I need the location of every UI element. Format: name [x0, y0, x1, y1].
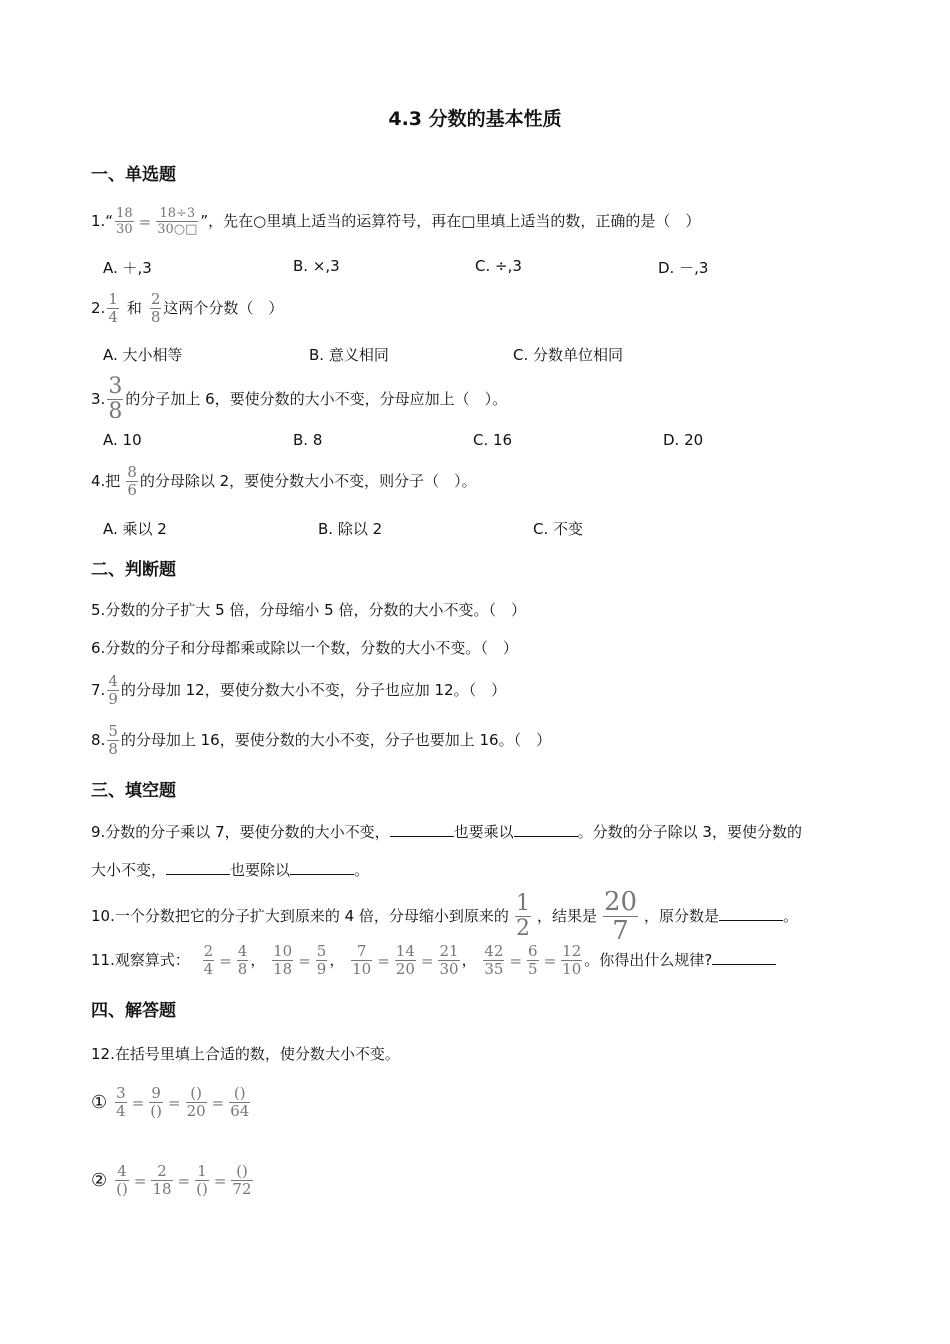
- section-heading-single-choice: 一、单选题: [91, 165, 176, 185]
- question-5: 5.分数的分子扩大 5 倍，分母缩小 5 倍，分数的大小不变。（ ）: [91, 601, 526, 619]
- question-11: [91, 944, 776, 977]
- equals-sign: =: [298, 951, 311, 970]
- equals-sign: =: [543, 951, 557, 970]
- question-7: [91, 674, 506, 707]
- fraction: $\frac{1}{2}$: [515, 891, 530, 941]
- option-b[interactable]: B. 除以 2: [318, 520, 383, 538]
- question-number: 2.: [91, 299, 106, 317]
- question-text: 的分母加 12，要使分数大小不变，分子也应加 12。（ ）: [120, 681, 507, 699]
- question-12: 12.在括号里填上合适的数，使分数大小不变。: [91, 1045, 400, 1063]
- question-number: 7.: [91, 681, 106, 699]
- equals-sign: =: [133, 1171, 147, 1190]
- circled-number: ①: [91, 1091, 108, 1113]
- option-b[interactable]: B. 意义相同: [309, 346, 389, 364]
- question-4: [91, 465, 477, 498]
- question-text: 11.观察算式：: [91, 951, 190, 969]
- fraction-blank[interactable]: $\frac{()}{20}$: [186, 1084, 206, 1120]
- fraction: $\frac{18}{30}$: [116, 206, 133, 237]
- fraction: $\frac{20}{7}$: [603, 887, 638, 946]
- fraction: $\frac{7}{10}$: [352, 942, 372, 978]
- connector-text: 和: [126, 299, 142, 317]
- equals-sign: =: [138, 212, 152, 231]
- fraction: $\frac{2}{8}$: [150, 290, 161, 326]
- option-c[interactable]: C. 分数单位相同: [513, 346, 624, 364]
- option-c[interactable]: C. 16: [473, 431, 513, 449]
- equals-sign: =: [167, 1093, 181, 1112]
- question-text: 大小不变，: [91, 861, 167, 879]
- question-1: [91, 207, 700, 236]
- separator: ，: [461, 951, 477, 969]
- question-9-line-2: [91, 860, 369, 880]
- option-b[interactable]: B. ×,3: [293, 257, 340, 275]
- equals-sign: =: [131, 1093, 145, 1112]
- option-a[interactable]: A. 大小相等: [103, 346, 183, 364]
- answer-blank[interactable]: [290, 860, 354, 875]
- question-12-row-2: [91, 1164, 255, 1197]
- fraction: $\frac{42}{35}$: [484, 942, 504, 978]
- question-8: [91, 724, 551, 757]
- fraction-blank[interactable]: $\frac{()}{72}$: [232, 1162, 252, 1198]
- fraction: $\frac{5}{8}$: [108, 722, 118, 758]
- fraction: $\frac{21}{30}$: [439, 942, 459, 978]
- question-6: 6.分数的分子和分母都乘或除以一个数，分数的大小不变。（ ）: [91, 639, 518, 657]
- fraction: $\frac{8}{6}$: [127, 463, 137, 499]
- fraction: $\frac{3}{8}$: [108, 374, 123, 424]
- question-number: 8.: [91, 731, 106, 749]
- question-3: [91, 376, 507, 423]
- question-text: 10.一个分数把它的分子扩大到原来的 4 倍，分母缩小到原来的: [91, 907, 509, 925]
- option-a[interactable]: A. ＋,3: [103, 259, 152, 277]
- question-text: 的分母加上 16，要使分数的大小不变，分子也要加上 16。（ ）: [120, 731, 552, 749]
- section-heading-fill-blank: 三、填空题: [91, 781, 176, 801]
- question-text: ，原分数是: [644, 907, 720, 925]
- answer-blank[interactable]: [719, 906, 783, 921]
- equals-sign: =: [420, 951, 434, 970]
- option-c[interactable]: C. 不变: [533, 520, 584, 538]
- option-b[interactable]: B. 8: [293, 431, 323, 449]
- fraction-blank[interactable]: $\frac{4}{()}$: [116, 1162, 128, 1198]
- fraction-blank[interactable]: $\frac{()}{64}$: [230, 1084, 250, 1120]
- question-10: [91, 889, 798, 944]
- question-2: [91, 292, 283, 325]
- question-number: 3.: [91, 390, 106, 408]
- equals-sign: =: [219, 951, 232, 970]
- question-text: 。你得出什么规律?: [584, 951, 713, 969]
- question-text: 9.分数的分子乘以 7，要使分数的大小不变，: [91, 823, 390, 841]
- question-text: 也要乘以: [453, 823, 514, 841]
- question-text: ”，先在○里填上适当的运算符号，再在□里填上适当的数，正确的是（ ）: [200, 212, 701, 230]
- fraction: $\frac{2}{4}$: [203, 942, 214, 978]
- question-text: ，结果是: [536, 907, 597, 925]
- question-text: 。: [354, 861, 370, 879]
- equals-sign: =: [211, 1093, 225, 1112]
- question-text: 的分母除以 2，要使分数大小不变，则分子（ ）。: [139, 472, 477, 490]
- fraction: $\frac{4}{8}$: [237, 942, 248, 978]
- fraction: $\frac{10}{18}$: [273, 942, 293, 978]
- fraction-blank[interactable]: $\frac{9}{()}$: [150, 1084, 162, 1120]
- fraction: $\frac{6}{5}$: [528, 942, 538, 978]
- answer-blank[interactable]: [390, 822, 454, 837]
- section-heading-true-false: 二、判断题: [91, 560, 176, 580]
- fraction: $\frac{5}{9}$: [316, 942, 327, 978]
- question-9-line-1: [91, 822, 802, 842]
- question-number: 1.“: [91, 212, 114, 230]
- separator: ，: [250, 951, 266, 969]
- circled-number: ②: [91, 1169, 108, 1191]
- fraction: $\frac{12}{10}$: [562, 942, 582, 978]
- equals-sign: =: [213, 1171, 227, 1190]
- question-text: 的分子加上 6，要使分数的大小不变，分母应加上（ ）。: [125, 390, 508, 408]
- equals-sign: =: [177, 1171, 191, 1190]
- question-text: 也要除以: [230, 861, 291, 879]
- fraction: $\frac{4}{9}$: [108, 672, 118, 708]
- equals-sign: =: [377, 951, 390, 970]
- question-text: 这两个分数（ ）: [163, 299, 284, 317]
- option-a[interactable]: A. 10: [103, 431, 142, 449]
- option-a[interactable]: A. 乘以 2: [103, 520, 167, 538]
- separator: ，: [329, 951, 345, 969]
- fraction: $\frac{1}{4}$: [108, 290, 118, 326]
- question-number: 4.把: [91, 472, 121, 490]
- page-title: 4.3 分数的基本性质: [388, 108, 562, 130]
- section-heading-solve: 四、解答题: [91, 1001, 176, 1021]
- option-d[interactable]: D. 20: [663, 431, 704, 449]
- question-text: 。分数的分子除以 3，要使分数的: [577, 823, 802, 841]
- fraction: $\frac{3}{4}$: [116, 1084, 126, 1120]
- answer-blank[interactable]: [712, 950, 776, 965]
- question-text: 。: [783, 907, 799, 925]
- option-d[interactable]: D. －,3: [658, 259, 709, 277]
- option-c[interactable]: C. ÷,3: [475, 257, 522, 275]
- fraction: $\frac{18\div 3}{30○□}$: [157, 206, 198, 237]
- question-12-row-1: [91, 1086, 252, 1119]
- fraction: $\frac{2}{18}$: [152, 1162, 172, 1198]
- answer-blank[interactable]: [514, 822, 578, 837]
- answer-blank[interactable]: [166, 860, 230, 875]
- equals-sign: =: [509, 951, 523, 970]
- fraction: $\frac{14}{20}$: [395, 942, 415, 978]
- fraction-blank[interactable]: $\frac{1}{()}$: [196, 1162, 208, 1198]
